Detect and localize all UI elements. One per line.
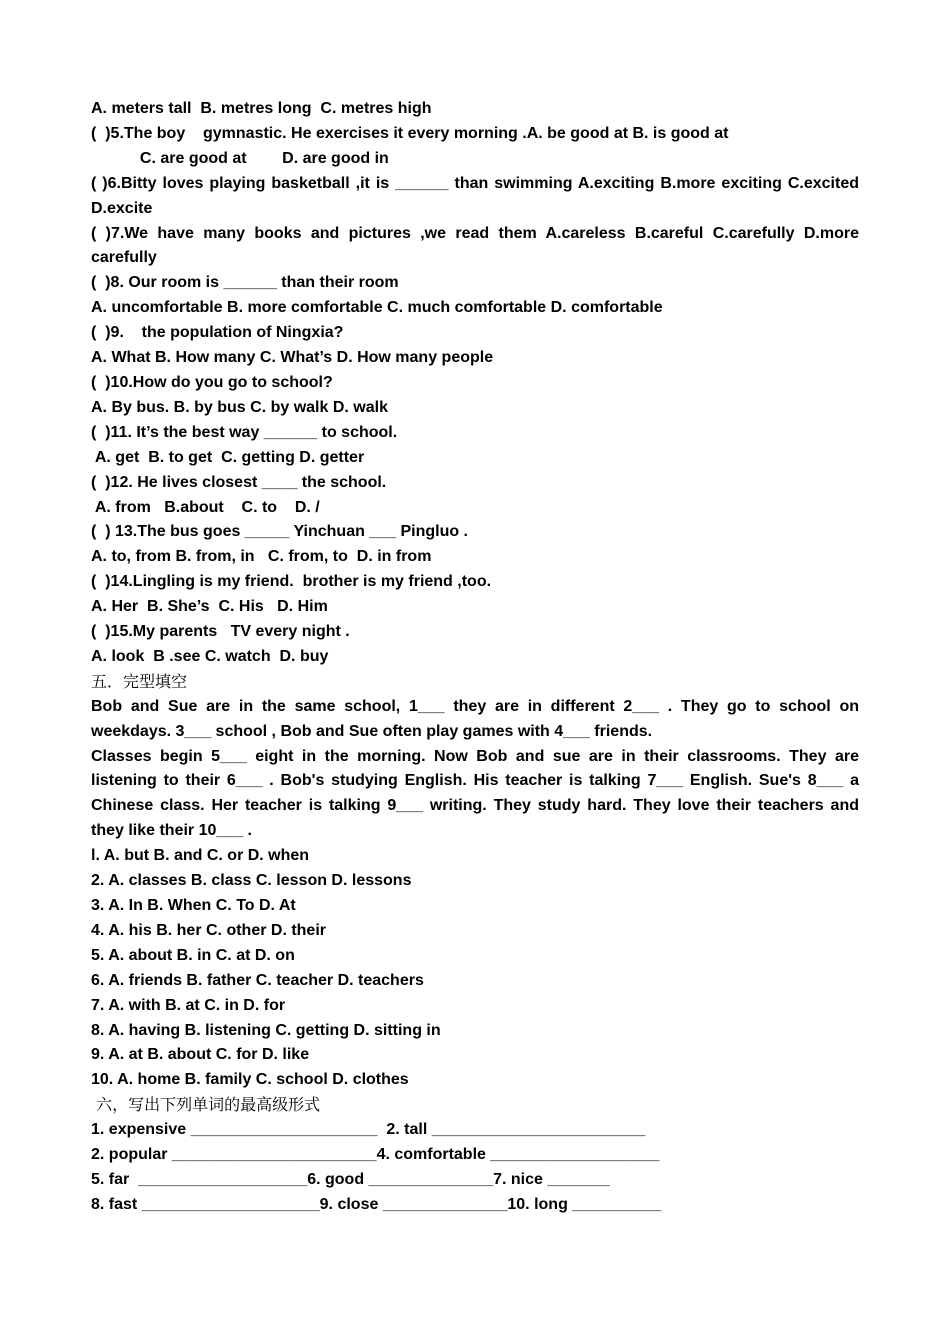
q13-question: ( ) 13.The bus goes _____ Yinchuan ___ Pingluo .	[91, 523, 468, 541]
q7-question: ( )7.We have many books and pictures ,we read them A.careless B.careful C.carefully D.more carefully	[91, 224, 859, 267]
cloze-option-3: 3. A. In B. When C. To D. At	[91, 897, 296, 914]
cloze-option-8: 8. A. having B. listening C. getting D. sitting in	[91, 1021, 441, 1039]
superlative-row-2: 2. popular _______________________4. comfortable ___________________	[91, 1146, 660, 1164]
q14-question: ( )14.Lingling is my friend. brother is my friend ,too.	[91, 573, 492, 591]
q12-question: ( )12. He lives closest ____ the school.	[91, 473, 387, 491]
q14-options: A. Her B. She’s C. His D. Him	[91, 598, 328, 616]
q8-question: ( )8. Our room is ______ than their room	[91, 274, 399, 292]
superlative-row-3: 5. far ___________________6. good ______________7. nice _______	[91, 1170, 610, 1188]
q6-question: ( )6.Bitty loves playing basketball ,it is ______ than swimming A.exciting B.more exciting C.excited D.excite	[91, 174, 859, 217]
cloze-paragraph-2: Classes begin 5___ eight in the morning. Now Bob and sue are in their classrooms. They are listening to their 6___ . Bob's studying English. His teacher is talking 7___ English. Sue's 8___ a Chinese class. Her teacher is talking 9___ writing. They study hard. They love their teachers and they like their 10___ .	[91, 747, 859, 840]
superlative-row-1: 1. expensive _____________________ 2. tall ________________________	[91, 1121, 646, 1139]
cloze-paragraph-1: Bob and Sue are in the same school, 1___ they are in different 2___ . They go to school on weekdays. 3___ school , Bob and Sue often play games with 4___ friends.	[91, 697, 859, 740]
cloze-option-7: 7. A. with B. at C. in D. for	[91, 996, 286, 1014]
cloze-option-10: 10. A. home B. family C. school D. clothes	[91, 1071, 409, 1089]
q8-options: A. uncomfortable B. more comfortable C. much comfortable D. comfortable	[91, 299, 663, 317]
q9-options: A. What B. How many C. What’s D. How many people	[91, 349, 494, 367]
cloze-option-2: 2. A. classes B. class C. lesson D. lessons	[91, 872, 412, 890]
q11-question: ( )11. It’s the best way ______ to school.	[91, 423, 398, 441]
q12-options: A. from B.about C. to D. /	[91, 498, 320, 516]
q15-options: A. look B .see C. watch D. buy	[91, 647, 329, 665]
q4-options: A. meters tall B. metres long C. metres high	[91, 100, 432, 117]
q5-question: ( )5.The boy gymnastic. He exercises it every morning .A. be good at B. is good at	[91, 124, 729, 142]
q10-question: ( )10.How do you go to school?	[91, 373, 333, 391]
q15-question: ( )15.My parents TV every night .	[91, 623, 350, 641]
q13-options: A. to, from B. from, in C. from, to D. in from	[91, 548, 432, 566]
section-5-heading: 五．完型填空	[91, 671, 188, 691]
document-page	[91, 97, 859, 1218]
q11-options: A. get B. to get C. getting D. getter	[91, 448, 365, 466]
cloze-option-6: 6. A. friends B. father C. teacher D. teachers	[91, 971, 424, 989]
cloze-option-5: 5. A. about B. in C. at D. on	[91, 946, 295, 964]
cloze-option-1: l. A. but B. and C. or D. when	[91, 847, 310, 865]
q9-question: ( )9. the population of Ningxia?	[91, 324, 344, 342]
cloze-option-4: 4. A. his B. her C. other D. their	[91, 921, 326, 939]
q10-options: A. By bus. B. by bus C. by walk D. walk	[91, 398, 388, 416]
section-6-heading: 六，写出下列单词的最高级形式	[91, 1095, 321, 1115]
superlative-row-4: 8. fast ____________________9. close ______________10. long __________	[91, 1195, 662, 1213]
q5-options: C. are good at D. are good in	[91, 149, 389, 167]
cloze-option-9: 9. A. at B. about C. for D. like	[91, 1046, 310, 1064]
